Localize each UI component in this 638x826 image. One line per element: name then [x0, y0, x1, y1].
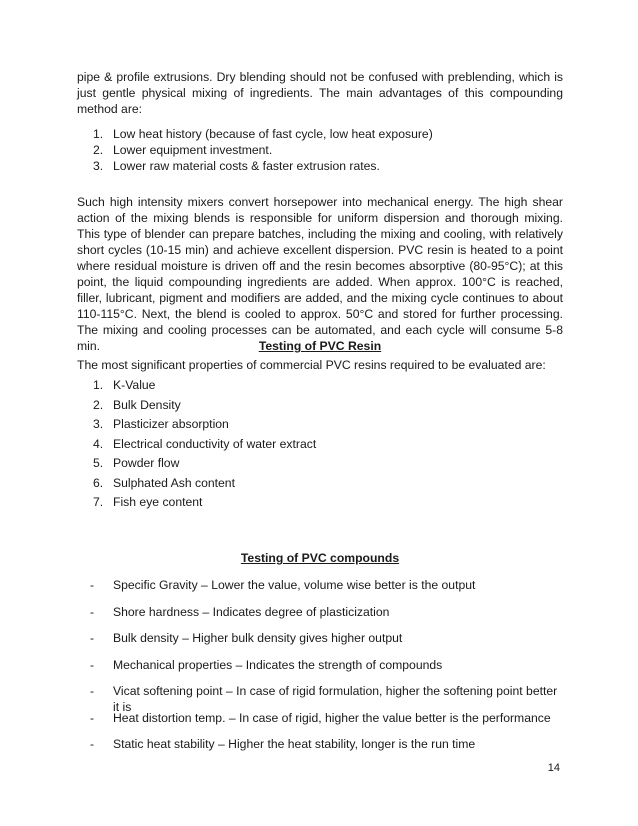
list-item: - Specific Gravity – Lower the value, volume wise better is the output: [90, 578, 476, 592]
list-item: 7. Fish eye content: [93, 495, 203, 509]
list-item: 2. Bulk Density: [93, 397, 181, 412]
list-item: - Heat distortion temp. – In case of rigid, higher the value better is the performance: [90, 710, 551, 725]
page-number: 14: [547, 762, 560, 774]
resin-testing-intro: The most significant properties of commercial PVC resins required to be evaluated are:: [77, 358, 546, 372]
compound-testing-heading: Testing of PVC compounds: [240, 551, 400, 565]
list-item: 3. Lower raw material costs & faster extrusion rates.: [93, 159, 380, 173]
list-item: 2. Lower equipment investment.: [93, 143, 273, 157]
list-item: - Bulk density – Higher bulk density gives higher output: [90, 631, 403, 645]
list-item: - Static heat stability – Higher the heat stability, longer is the run time: [90, 737, 476, 751]
list-item: 1. Low heat history (because of fast cycle, low heat exposure): [93, 127, 433, 141]
compound-tests-list: [90, 577, 563, 763]
mixer-paragraph: Such high intensity mixers convert horsepower into mechanical energy. The high shear action of the mixing blends is responsible for uniform dispersion and thorough mixing. This type of blender can prepare batches, including the mixing and cooling, with relatively short cycles (10-15 min) and achieve excellent dispersion. PVC resin is heated to a point where residual moisture is driven off and the resin becomes absorptive (80-95°C); at this point, the liquid compounding ingredients are added. When approx. 100°C is reached, filler, lubricant, pigment and modifiers are added, and the mixing cycle continues to about 110-115°C. Next, the blend is cooled to approx. 50°C and stored for further processing. The mixing and cooling processes can be automated, and each cycle will consume 5-8 min.: [77, 195, 563, 353]
resin-properties-list: [93, 377, 563, 514]
list-item: - Shore hardness – Indicates degree of plasticization: [90, 604, 390, 619]
resin-testing-heading: Testing of PVC Resin: [258, 339, 382, 353]
list-item: 1. K-Value: [93, 378, 156, 392]
intro-paragraph: pipe & profile extrusions. Dry blending should not be confused with preblending, which is just gentle physical mixing of ingredients. The main advantages of this compounding method are:: [77, 70, 563, 116]
list-item: 5. Powder flow: [93, 456, 180, 470]
list-item: 3. Plasticizer absorption: [93, 417, 229, 431]
list-item: 4. Electrical conductivity of water extract: [93, 436, 317, 451]
list-item: - Vicat softening point – In case of rigid formulation, higher the softening point better it is: [90, 684, 558, 714]
advantages-list: [93, 126, 563, 174]
list-item: 6. Sulphated Ash content: [93, 475, 235, 490]
list-item: - Mechanical properties – Indicates the strength of compounds: [90, 657, 443, 672]
